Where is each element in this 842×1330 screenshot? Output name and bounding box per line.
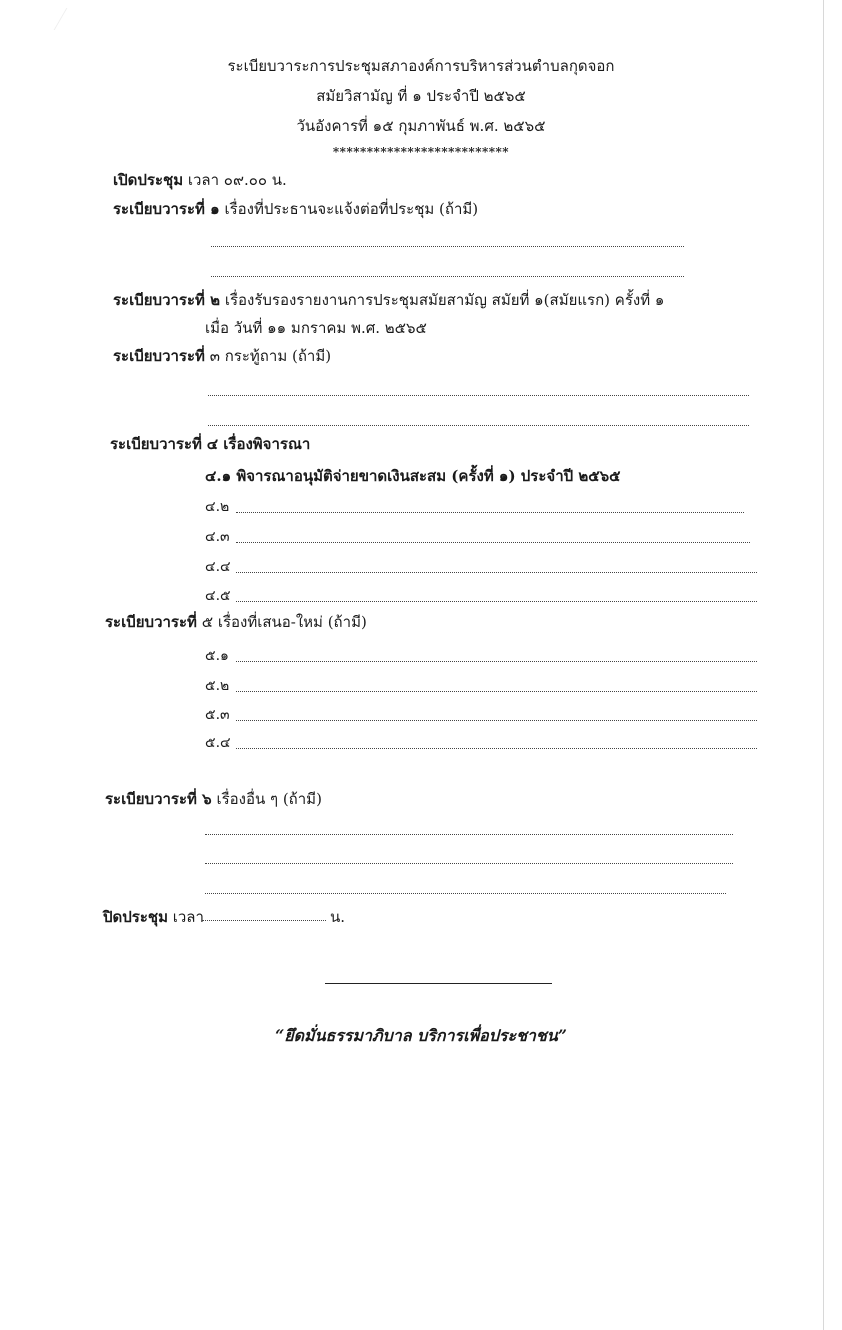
motto: “ยึดมั่นธรรมาภิบาล บริการเพื่อประชาชน” [275, 1026, 567, 1045]
agenda-6-title: เรื่องอื่น ๆ (ถ้ามี) [216, 790, 322, 808]
agenda-4-item-line [236, 542, 750, 543]
scan-mark [54, 8, 98, 30]
agenda-3-label: ระเบียบวาระที่ [113, 347, 205, 365]
agenda-1-heading [113, 199, 478, 219]
header-session: สมัยวิสามัญ ที่ ๑ ประจำปี ๒๕๖๕ [316, 87, 526, 105]
agenda-5-label: ระเบียบวาระที่ [105, 613, 197, 631]
agenda-4-label: ระเบียบวาระที่ [110, 435, 202, 453]
opening-line [113, 170, 287, 190]
header-date: วันอังคารที่ ๑๕ กุมภาพันธ์ พ.ศ. ๒๕๖๕ [296, 117, 546, 135]
agenda-4-title: ๔ เรื่องพิจารณา [206, 435, 311, 453]
header-title: ระเบียบวาระการประชุมสภาองค์การบริหารส่วนตำบลกุดจอก [227, 57, 615, 75]
page-edge [823, 0, 824, 1330]
agenda-6-blank-line [205, 893, 726, 894]
agenda-1-title: เรื่องที่ประธานจะแจ้งต่อที่ประชุม (ถ้ามี) [224, 200, 479, 218]
closing-label: ปิดประชุม [103, 908, 168, 926]
agenda-3-title: ๓ กระทู้ถาม (ถ้ามี) [209, 347, 332, 365]
agenda-4-item-line [236, 572, 757, 573]
agenda-4-item-number: ๔.๕ [205, 588, 231, 604]
closing-time-blank [202, 920, 326, 921]
agenda-2-subtitle: เมื่อ วันที่ ๑๑ มกราคม พ.ศ. ๒๕๖๕ [205, 319, 427, 337]
agenda-5-item-number: ๕.๔ [205, 735, 231, 751]
signature-rule [325, 983, 552, 984]
agenda-3-heading [113, 346, 331, 366]
agenda-4-item-number: ๔.๓ [205, 529, 230, 545]
agenda-6-blank-line [205, 863, 733, 864]
agenda-5-item-number: ๕.๒ [205, 678, 230, 694]
agenda-4-item-line [236, 601, 757, 602]
agenda-4-item-1: ๔.๑ พิจารณาอนุมัติจ่ายขาดเงินสะสม (ครั้งที่ ๑) ประจำปี ๒๕๖๕ [205, 467, 621, 485]
opening-time: เวลา ๐๙.๐๐ น. [187, 171, 287, 189]
agenda-4-item-number: ๔.๒ [205, 499, 230, 515]
opening-label: เปิดประชุม [113, 171, 184, 189]
agenda-4-item-number: ๔.๔ [205, 559, 231, 575]
closing-line [103, 907, 204, 927]
agenda-5-item-line [236, 748, 757, 749]
agenda-1-blank-line [211, 276, 684, 277]
agenda-5-item-line [236, 661, 757, 662]
agenda-3-blank-line [208, 395, 749, 396]
agenda-3-blank-line [208, 425, 749, 426]
agenda-4-heading [110, 434, 310, 454]
agenda-5-item-number: ๕.๓ [205, 707, 230, 723]
agenda-4-item-line [236, 512, 744, 513]
header-separator: ************************** [332, 145, 510, 159]
agenda-5-item-line [236, 720, 757, 721]
agenda-2-heading [113, 290, 664, 310]
agenda-1-label: ระเบียบวาระที่ ๑ [113, 200, 220, 218]
agenda-5-item-line [236, 691, 757, 692]
agenda-1-blank-line [211, 246, 684, 247]
agenda-6-heading [105, 789, 322, 809]
agenda-5-title: ๕ เรื่องที่เสนอ-ใหม่ (ถ้ามี) [201, 613, 367, 631]
agenda-6-blank-line [205, 834, 733, 835]
agenda-5-heading [105, 612, 367, 632]
agenda-5-item-number: ๕.๑ [205, 648, 229, 664]
closing-time-suffix: น. [330, 908, 346, 926]
agenda-6-label: ระเบียบวาระที่ ๖ [105, 790, 212, 808]
agenda-2-title: เรื่องรับรองรายงานการประชุมสมัยสามัญ สมัยที่ ๑(สมัยแรก) ครั้งที่ ๑ [224, 291, 665, 309]
closing-time-prefix: เวลา [172, 908, 204, 926]
agenda-2-label: ระเบียบวาระที่ ๒ [113, 291, 221, 309]
